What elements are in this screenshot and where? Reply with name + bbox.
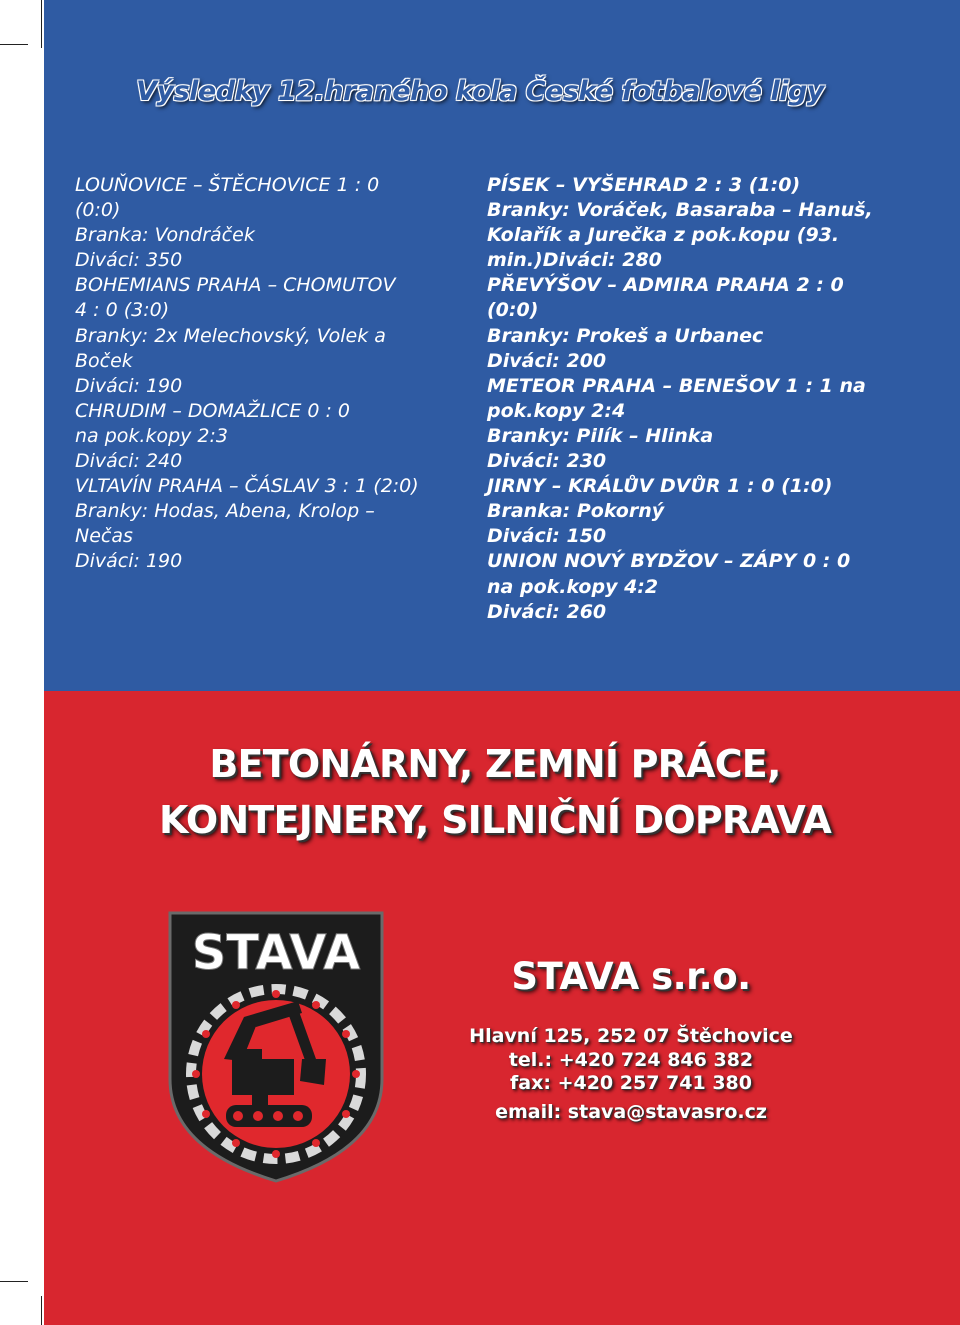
result-line: Branky: Pilík – Hlinka: [487, 424, 714, 447]
result-line: Boček: [75, 349, 133, 372]
result-line: Diváci: 260: [487, 600, 607, 623]
result-line: VLTAVÍN PRAHA – ČÁSLAV 3 : 1 (2:0): [75, 475, 419, 498]
crop-mark: [0, 1281, 28, 1282]
result-line: Diváci: 190: [75, 550, 183, 573]
result-line: Branky: 2x Melechovský, Volek a: [75, 324, 386, 347]
result-line: Nečas: [75, 525, 133, 548]
page-title: Výsledky 12.hraného kola České fotbalové ligy: [136, 76, 824, 107]
crop-mark: [41, 1296, 42, 1325]
result-line: Branka: Vondráček: [75, 224, 255, 247]
company-email: email: stava@stavasro.cz: [495, 1101, 767, 1123]
result-line: UNION NOVÝ BYDŽOV – ZÁPY 0 : 0: [487, 550, 851, 573]
result-line: Branky: Prokeš a Urbanec: [487, 324, 764, 347]
result-line: Diváci: 230: [487, 450, 607, 473]
crop-mark: [0, 44, 28, 45]
result-line: (0:0): [75, 199, 121, 222]
advert-slogan-line-2: KONTEJNERY, SILNIČNÍ DOPRAVA: [158, 798, 832, 842]
result-line: BOHEMIANS PRAHA – CHOMUTOV: [75, 274, 396, 297]
crop-mark: [41, 0, 42, 48]
result-line: LOUŇOVICE – ŠTĚCHOVICE 1 : 0: [75, 174, 380, 196]
company-fax: fax: +420 257 741 380: [510, 1072, 752, 1094]
result-line: pok.kopy 2:4: [487, 399, 626, 422]
result-line: Branky: Hodas, Abena, Krolop –: [75, 500, 375, 523]
result-line: na pok.kopy 4:2: [487, 575, 659, 598]
result-line: Diváci: 240: [75, 450, 183, 473]
result-line: Branky: Voráček, Basaraba – Hanuš,: [487, 199, 873, 222]
company-name: STAVA s.r.o.: [511, 955, 751, 998]
result-line: na pok.kopy 2:3: [75, 424, 229, 447]
company-phone: tel.: +420 724 846 382: [508, 1049, 754, 1071]
result-line: min.)Diváci: 280: [487, 249, 662, 272]
result-line: Branka: Pokorný: [487, 500, 665, 523]
result-line: Diváci: 190: [75, 374, 183, 397]
result-line: Diváci: 150: [487, 525, 607, 548]
advert-slogan-line-1: BETONÁRNY, ZEMNÍ PRÁCE,: [209, 742, 781, 786]
result-line: PŘEVÝŠOV – ADMIRA PRAHA 2 : 0: [487, 274, 844, 297]
result-line: METEOR PRAHA – BENEŠOV 1 : 1 na: [487, 374, 866, 397]
result-line: Diváci: 350: [75, 249, 183, 272]
result-line: JIRNY – KRÁLŮV DVŮR 1 : 0 (1:0): [487, 475, 833, 498]
results-left-column: [75, 173, 470, 575]
result-line: PÍSEK – VYŠEHRAD 2 : 3 (1:0): [487, 174, 801, 196]
result-line: (0:0): [487, 299, 539, 322]
result-line: Kolařík a Jurečka z pok.kopu (93.: [487, 224, 840, 247]
result-line: Diváci: 200: [487, 349, 607, 372]
results-right-column: [487, 173, 897, 625]
logo-text: STAVA: [191, 925, 361, 981]
result-line: CHRUDIM – DOMAŽLICE 0 : 0: [75, 399, 351, 422]
result-line: 4 : 0 (3:0): [75, 299, 170, 322]
stava-logo: [166, 909, 386, 1185]
company-address: Hlavní 125, 252 07 Štěchovice: [469, 1025, 793, 1047]
